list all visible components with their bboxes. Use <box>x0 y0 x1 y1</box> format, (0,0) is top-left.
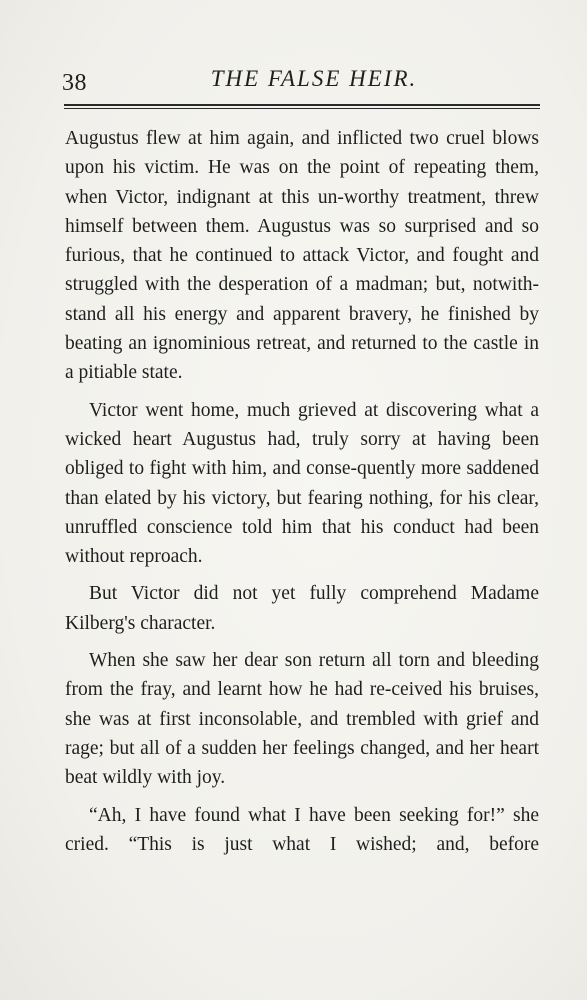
paragraph-2: Victor went home, much grieved at discovering what a wicked heart Augustus had, truly sorry at having been obliged to fight with him, and conse-quently more saddened than elated by his victory, but fearing nothing, for his clear, unruffled conscience told him that his conduct had been without reproach. <box>65 399 539 568</box>
page-header <box>62 62 540 102</box>
running-title: THE FALSE HEIR. <box>210 66 418 91</box>
body-text <box>65 124 539 867</box>
paragraph-5: “Ah, I have found what I have been seeking for!” she cried. “This is just what I wished; and, before <box>65 804 539 855</box>
header-rule <box>64 104 540 109</box>
page-number: 38 <box>62 70 87 96</box>
paragraph-1: Augustus flew at him again, and inflicted two cruel blows upon his victim. He was on the point of repeating them, when Victor, indignant at this un-worthy treatment, threw himself between them. Augustus was so surprised and so furious, that he continued to attack Victor, and fought and struggled with the desperation of a madman; but, notwith-stand all his energy and apparent bravery, he finished by beating an ignominious retreat, and returned to the castle in a pitiable state. <box>65 128 539 384</box>
paragraph-3: But Victor did not yet fully comprehend Madame Kilberg's character. <box>65 583 539 634</box>
paragraph-4: When she saw her dear son return all torn and bleeding from the fray, and learnt how he had re-ceived his bruises, she was at first inconsolable, and trembled with grief and rage; but all of a sudden her feelings changed, and her heart beat wildly with joy. <box>65 650 539 789</box>
